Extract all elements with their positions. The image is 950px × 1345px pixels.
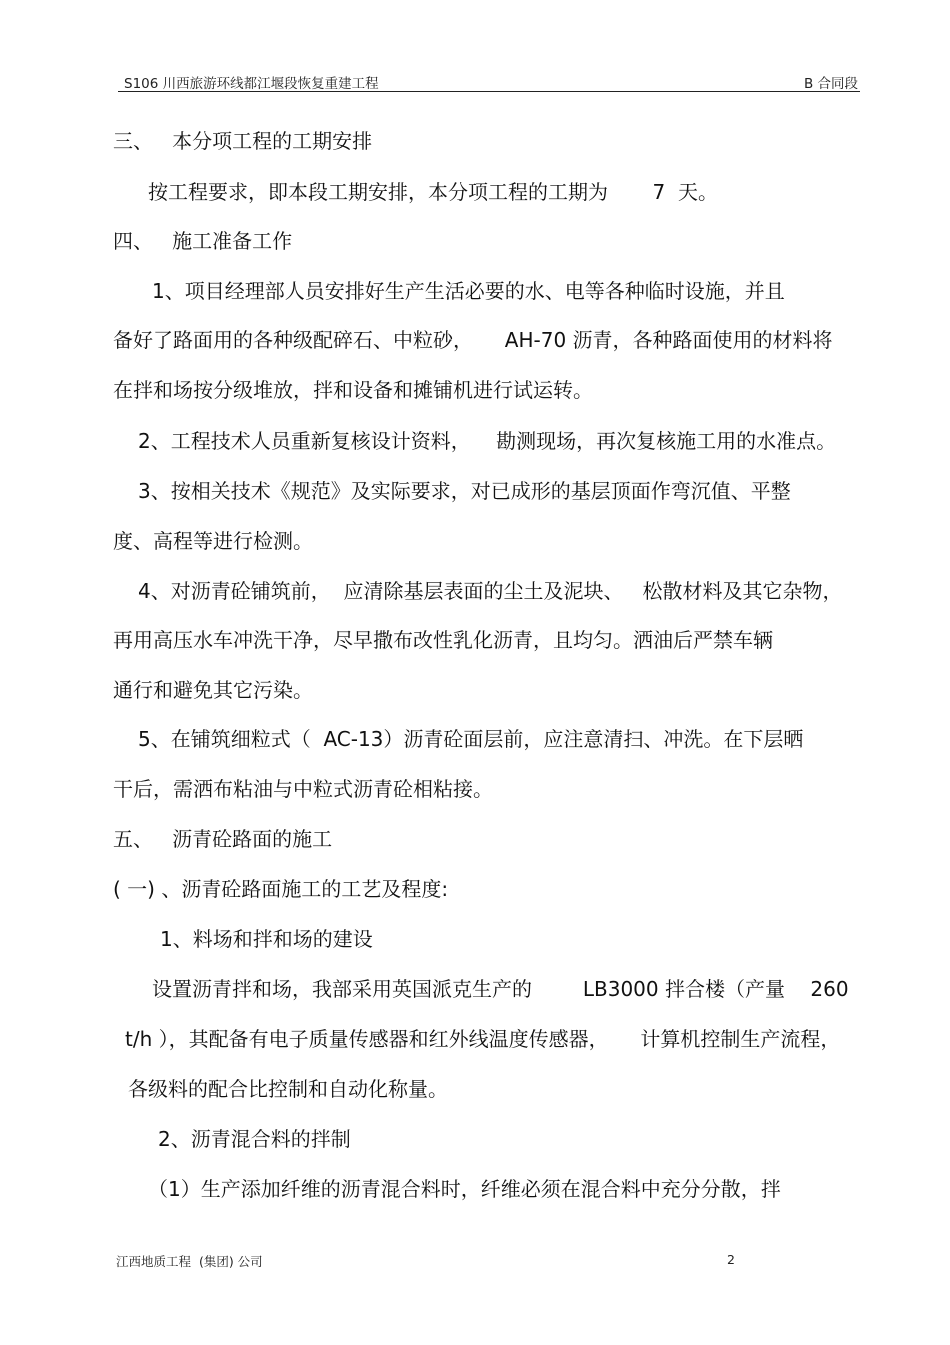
paragraph-line: 设置沥青拌和场，我部采用英国派克生产的 LB3000 拌合楼（产量 260 [152, 977, 849, 1001]
page-number: 2 [727, 1252, 735, 1267]
paragraph-line: （1）生产添加纤维的沥青混合料时，纤维必须在混合料中充分分散，拌 [148, 1177, 781, 1201]
item-heading: 1、料场和拌和场的建设 [160, 927, 373, 951]
paragraph-line: 按工程要求，即本段工期安排，本分项工程的工期为 7 天。 [148, 180, 718, 204]
header-divider [118, 91, 860, 92]
paragraph-line: 各级料的配合比控制和自动化称量。 [128, 1077, 448, 1101]
header-project-title: S106 川西旅游环线都江堰段恢复重建工程 [124, 76, 379, 92]
item-heading: 2、沥青混合料的拌制 [158, 1127, 351, 1151]
paragraph-line: 在拌和场按分级堆放，拌和设备和摊铺机进行试运转。 [113, 378, 593, 402]
paragraph-line: 备好了路面用的各种级配碎石、中粒砂， AH-70 沥青，各种路面使用的材料将 [113, 328, 833, 352]
paragraph-line: t/h ），其配备有电子质量传感器和红外线温度传感器， 计算机控制生产流程， [125, 1027, 841, 1051]
paragraph-line: 干后，需洒布粘油与中粒式沥青砼相粘接。 [113, 777, 493, 801]
paragraph-line: 2、工程技术人员重新复核设计资料， 勘测现场，再次复核施工用的水准点。 [138, 429, 837, 453]
footer-company: 江西地质工程 (集团) 公司 [116, 1254, 263, 1269]
paragraph-line: 3、按相关技术《规范》及实际要求，对已成形的基层顶面作弯沉值、平整 [138, 479, 791, 503]
paragraph-line: 度、高程等进行检测。 [113, 529, 313, 553]
paragraph-line: 再用高压水车冲洗干净，尽早撒布改性乳化沥青，且均匀。洒油后严禁车辆 [113, 628, 773, 652]
section-heading-5: 五、 沥青砼路面的施工 [113, 827, 333, 851]
paragraph-line: 通行和避免其它污染。 [113, 678, 313, 702]
paragraph-line: 5、在铺筑细粒式（ AC-13）沥青砼面层前，应注意清扫、冲洗。在下层晒 [138, 727, 804, 751]
paragraph-line: 1、项目经理部人员安排好生产生活必要的水、电等各种临时设施，并且 [152, 279, 785, 303]
header-contract-section: B 合同段 [803, 76, 858, 92]
section-heading-3: 三、 本分项工程的工期安排 [113, 129, 373, 153]
section-heading-4: 四、 施工准备工作 [113, 229, 293, 253]
subsection-heading: ( 一) 、沥青砼路面施工的工艺及程度: [113, 877, 449, 901]
paragraph-line: 4、对沥青砼铺筑前， 应清除基层表面的尘土及泥块、 松散材料及其它杂物， [138, 579, 843, 603]
